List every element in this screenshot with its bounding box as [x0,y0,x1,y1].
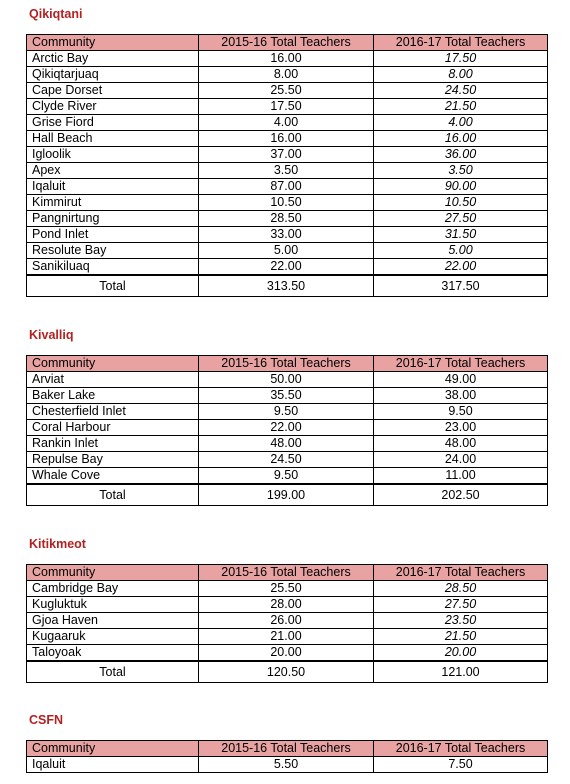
table-row [27,436,548,452]
teachers-2016-17-cell: 31.50 [374,227,548,243]
table-row [27,629,548,645]
teachers-2016-17-cell: 20.00 [374,645,548,662]
teachers-2015-16-cell: 37.00 [199,147,374,163]
table-row [27,99,548,115]
community-cell: Sanikiluaq [27,259,199,276]
total-row [27,661,548,683]
teachers-2016-17-cell: 8.00 [374,67,548,83]
table-row [27,613,548,629]
community-cell: Arviat [27,372,199,388]
column-header-community: Community [27,565,199,581]
community-cell: Pangnirtung [27,211,199,227]
community-cell: Resolute Bay [27,243,199,259]
community-cell: Chesterfield Inlet [27,404,199,420]
teachers-2016-17-cell: 5.00 [374,243,548,259]
table-row [27,211,548,227]
community-cell: Iqaluit [27,757,199,773]
teachers-2015-16-cell: 20.00 [199,645,374,662]
column-header-2015-16: 2015-16 Total Teachers [199,35,374,51]
community-cell: Rankin Inlet [27,436,199,452]
teachers-2015-16-cell: 28.00 [199,597,374,613]
community-cell: Gjoa Haven [27,613,199,629]
table-row [27,372,548,388]
table-row [27,597,548,613]
table-header-row [27,356,548,372]
teachers-2016-17-cell: 38.00 [374,388,548,404]
table-row [27,645,548,662]
teachers-2015-16-cell: 3.50 [199,163,374,179]
community-cell: Pond Inlet [27,227,199,243]
table-row [27,51,548,67]
teachers-2015-16-cell: 33.00 [199,227,374,243]
teachers-2015-16-cell: 16.00 [199,131,374,147]
column-header-2016-17: 2016-17 Total Teachers [374,741,548,757]
column-header-2015-16: 2015-16 Total Teachers [199,356,374,372]
community-cell: Coral Harbour [27,420,199,436]
teachers-2016-17-cell: 11.00 [374,468,548,485]
community-cell: Repulse Bay [27,452,199,468]
total-2016-17-cell: 317.50 [374,275,548,297]
column-header-community: Community [27,356,199,372]
teachers-2015-16-cell: 17.50 [199,99,374,115]
teachers-2015-16-cell: 25.50 [199,83,374,99]
community-cell: Kugaaruk [27,629,199,645]
section-title-csfn: CSFN [29,713,64,727]
table-row [27,195,548,211]
community-cell: Iqaluit [27,179,199,195]
teachers-2016-17-cell: 17.50 [374,51,548,67]
table-row [27,131,548,147]
teachers-2015-16-cell: 24.50 [199,452,374,468]
teachers-2016-17-cell: 28.50 [374,581,548,597]
teachers-2016-17-cell: 24.50 [374,83,548,99]
community-cell: Baker Lake [27,388,199,404]
teachers-2015-16-cell: 8.00 [199,67,374,83]
community-cell: Cape Dorset [27,83,199,99]
teachers-2016-17-cell: 21.50 [374,629,548,645]
total-row [27,275,548,297]
table-row [27,67,548,83]
section-title-kitikmeot: Kitikmeot [29,537,86,551]
teachers-2016-17-cell: 16.00 [374,131,548,147]
teachers-2016-17-cell: 27.50 [374,597,548,613]
table-row [27,404,548,420]
table-row [27,757,548,773]
table-row [27,163,548,179]
teachers-2016-17-cell: 90.00 [374,179,548,195]
teachers-2015-16-cell: 5.50 [199,757,374,773]
teachers-2015-16-cell: 22.00 [199,420,374,436]
column-header-2016-17: 2016-17 Total Teachers [374,356,548,372]
teachers-2016-17-cell: 36.00 [374,147,548,163]
teachers-2015-16-cell: 4.00 [199,115,374,131]
community-cell: Clyde River [27,99,199,115]
table-row [27,227,548,243]
table-row [27,420,548,436]
total-2015-16-cell: 120.50 [199,661,374,683]
teachers-2016-17-cell: 21.50 [374,99,548,115]
csfn-table [26,740,548,773]
total-label: Total [27,661,199,683]
table-row [27,259,548,276]
teachers-2016-17-cell: 23.50 [374,613,548,629]
column-header-2016-17: 2016-17 Total Teachers [374,35,548,51]
community-cell: Taloyoak [27,645,199,662]
teachers-2015-16-cell: 9.50 [199,468,374,485]
community-cell: Cambridge Bay [27,581,199,597]
section-title-kivalliq: Kivalliq [29,328,74,342]
teachers-2016-17-cell: 4.00 [374,115,548,131]
total-2015-16-cell: 313.50 [199,275,374,297]
teachers-2015-16-cell: 22.00 [199,259,374,276]
table-row [27,83,548,99]
community-cell: Qikiqtarjuaq [27,67,199,83]
column-header-community: Community [27,35,199,51]
teachers-2016-17-cell: 10.50 [374,195,548,211]
total-2016-17-cell: 202.50 [374,484,548,506]
community-cell: Whale Cove [27,468,199,485]
teachers-2015-16-cell: 26.00 [199,613,374,629]
teachers-2016-17-cell: 24.00 [374,452,548,468]
total-label: Total [27,275,199,297]
total-2015-16-cell: 199.00 [199,484,374,506]
table-row [27,452,548,468]
table-row [27,147,548,163]
teachers-2016-17-cell: 23.00 [374,420,548,436]
qikiqtani-table [26,34,548,297]
teachers-2016-17-cell: 9.50 [374,404,548,420]
teachers-2015-16-cell: 87.00 [199,179,374,195]
teachers-2016-17-cell: 27.50 [374,211,548,227]
table-row [27,468,548,485]
teachers-2015-16-cell: 50.00 [199,372,374,388]
teachers-2015-16-cell: 10.50 [199,195,374,211]
community-cell: Igloolik [27,147,199,163]
section-title-qikiqtani: Qikiqtani [29,7,83,21]
table-header-row [27,35,548,51]
teachers-2016-17-cell: 49.00 [374,372,548,388]
community-cell: Arctic Bay [27,51,199,67]
teachers-2015-16-cell: 16.00 [199,51,374,67]
teachers-2015-16-cell: 28.50 [199,211,374,227]
teachers-2016-17-cell: 3.50 [374,163,548,179]
teachers-2015-16-cell: 25.50 [199,581,374,597]
community-cell: Grise Fiord [27,115,199,131]
table-row [27,388,548,404]
community-cell: Hall Beach [27,131,199,147]
total-row [27,484,548,506]
teachers-2015-16-cell: 9.50 [199,404,374,420]
table-header-row [27,565,548,581]
table-row [27,581,548,597]
total-label: Total [27,484,199,506]
table-row [27,243,548,259]
table-row [27,115,548,131]
kivalliq-table [26,355,548,506]
total-2016-17-cell: 121.00 [374,661,548,683]
table-header-row [27,741,548,757]
column-header-community: Community [27,741,199,757]
table-row [27,179,548,195]
teachers-2015-16-cell: 21.00 [199,629,374,645]
teachers-2016-17-cell: 22.00 [374,259,548,276]
community-cell: Kimmirut [27,195,199,211]
teachers-2015-16-cell: 35.50 [199,388,374,404]
kitikmeot-table [26,564,548,683]
column-header-2015-16: 2015-16 Total Teachers [199,565,374,581]
teachers-2016-17-cell: 48.00 [374,436,548,452]
teachers-2015-16-cell: 48.00 [199,436,374,452]
community-cell: Kugluktuk [27,597,199,613]
community-cell: Apex [27,163,199,179]
teachers-2015-16-cell: 5.00 [199,243,374,259]
teachers-2016-17-cell: 7.50 [374,757,548,773]
column-header-2015-16: 2015-16 Total Teachers [199,741,374,757]
column-header-2016-17: 2016-17 Total Teachers [374,565,548,581]
